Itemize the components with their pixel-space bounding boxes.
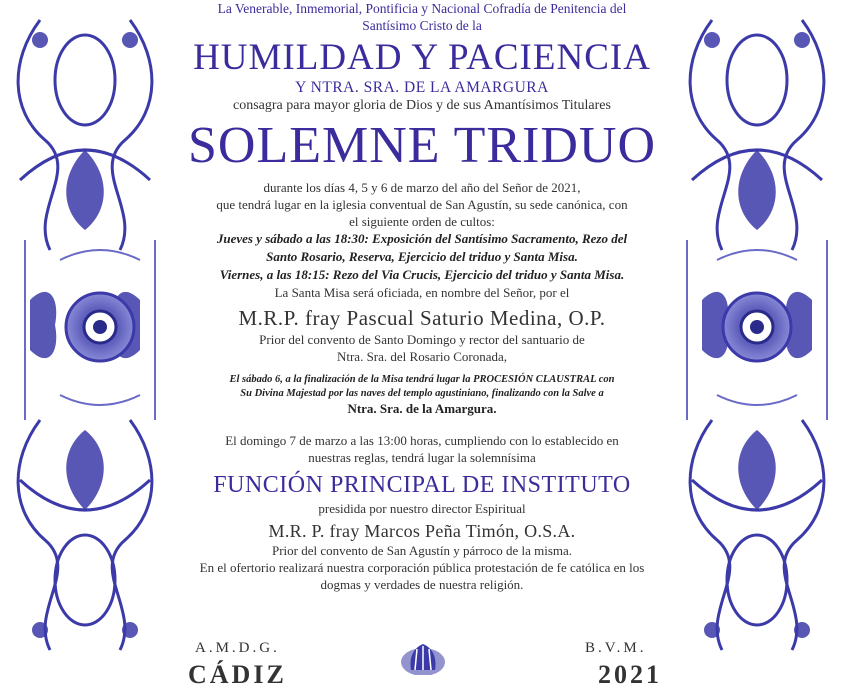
director-role: Prior del convento de San Agustín y párroco de la misma.	[271, 543, 573, 559]
footer-bvm: B.V.M.	[585, 640, 647, 656]
presided-line: presidida por nuestro director Espiritual	[318, 501, 526, 517]
celebrant-name: M.R.P. fray Pascual Saturio Medina, O.P.	[238, 306, 606, 330]
sunday-line-1: El domingo 7 de marzo a las 13:00 horas, cumpliendo con lo establecido en	[225, 433, 619, 449]
director-name: M.R. P. fray Marcos Peña Timón, O.S.A.	[268, 521, 576, 542]
subtitle: Y NTRA. SRA. DE LA AMARGURA	[295, 79, 549, 96]
function-title: FUNCIÓN PRINCIPAL DE INSTITUTO	[213, 472, 631, 499]
procession-line-1: El sábado 6, a la finalización de la Misa tendrá lugar la PROCESIÓN CLAUSTRAL con	[229, 374, 615, 385]
schedule-line-3: Viernes, a las 18:15: Rezo del Via Crucis, Ejercicio del triduo y Santa Misa.	[219, 267, 625, 282]
footer-city: CÁDIZ	[188, 660, 287, 689]
celebrant-role-1: Prior del convento de Santo Domingo y rector del santuario de	[259, 332, 585, 347]
celebrant-role-2: Ntra. Sra. del Rosario Coronada,	[336, 349, 508, 364]
left-ornamental-border	[0, 0, 170, 675]
offertory-line-1: En el ofertorio realizará nuestra corporación pública protestación de fe católica en los	[199, 560, 645, 576]
header-line-1: La Venerable, Inmemorial, Pontificia y Nacional Cofradía de Penitencia del	[217, 1, 627, 16]
consagra-line: consagra para mayor gloria de Dios y de sus Amantísimos Titulares	[233, 98, 611, 113]
header-line-2: Santísimo Cristo de la	[362, 18, 482, 33]
procession-line-3: Ntra. Sra. de la Amargura.	[347, 401, 497, 416]
footer-amdg: A.M.D.G.	[195, 640, 280, 656]
right-ornamental-border	[672, 0, 842, 675]
page-title: HUMILDAD Y PACIENCIA	[193, 37, 651, 78]
sunday-line-2: nuestras reglas, tendrá lugar la solemnísima	[308, 450, 536, 466]
dates-line-3: el siguiente orden de cultos:	[349, 214, 495, 229]
dates-line-2: que tendrá lugar en la iglesia conventual de San Agustín, su sede canónica, con	[216, 197, 628, 212]
dates-line-1: durante los días 4, 5 y 6 de marzo del año del Señor de 2021,	[263, 180, 581, 195]
announcement-body	[172, 0, 672, 675]
event-title: SOLEMNE TRIDUO	[187, 117, 657, 174]
offertory-line-2: dogmas y verdades de nuestra religión.	[320, 577, 524, 593]
schedule-line-2: Santo Rosario, Reserva, Ejercicio del triduo y Santa Misa.	[266, 249, 578, 264]
procession-line-2: Su Divina Majestad por las naves del templo agustiniano, finalizando con la Salve a	[240, 388, 604, 399]
tile-ornament-icon	[0, 0, 170, 675]
footer-year: 2021	[598, 660, 662, 689]
schedule-line-1: Jueves y sábado a las 18:30: Exposición del Santísimo Sacramento, Rezo del	[216, 231, 628, 246]
tile-ornament-icon	[672, 0, 842, 675]
officiated-line: La Santa Misa será oficiada, en nombre del Señor, por el	[274, 285, 570, 300]
shell-emblem-icon	[395, 640, 451, 680]
